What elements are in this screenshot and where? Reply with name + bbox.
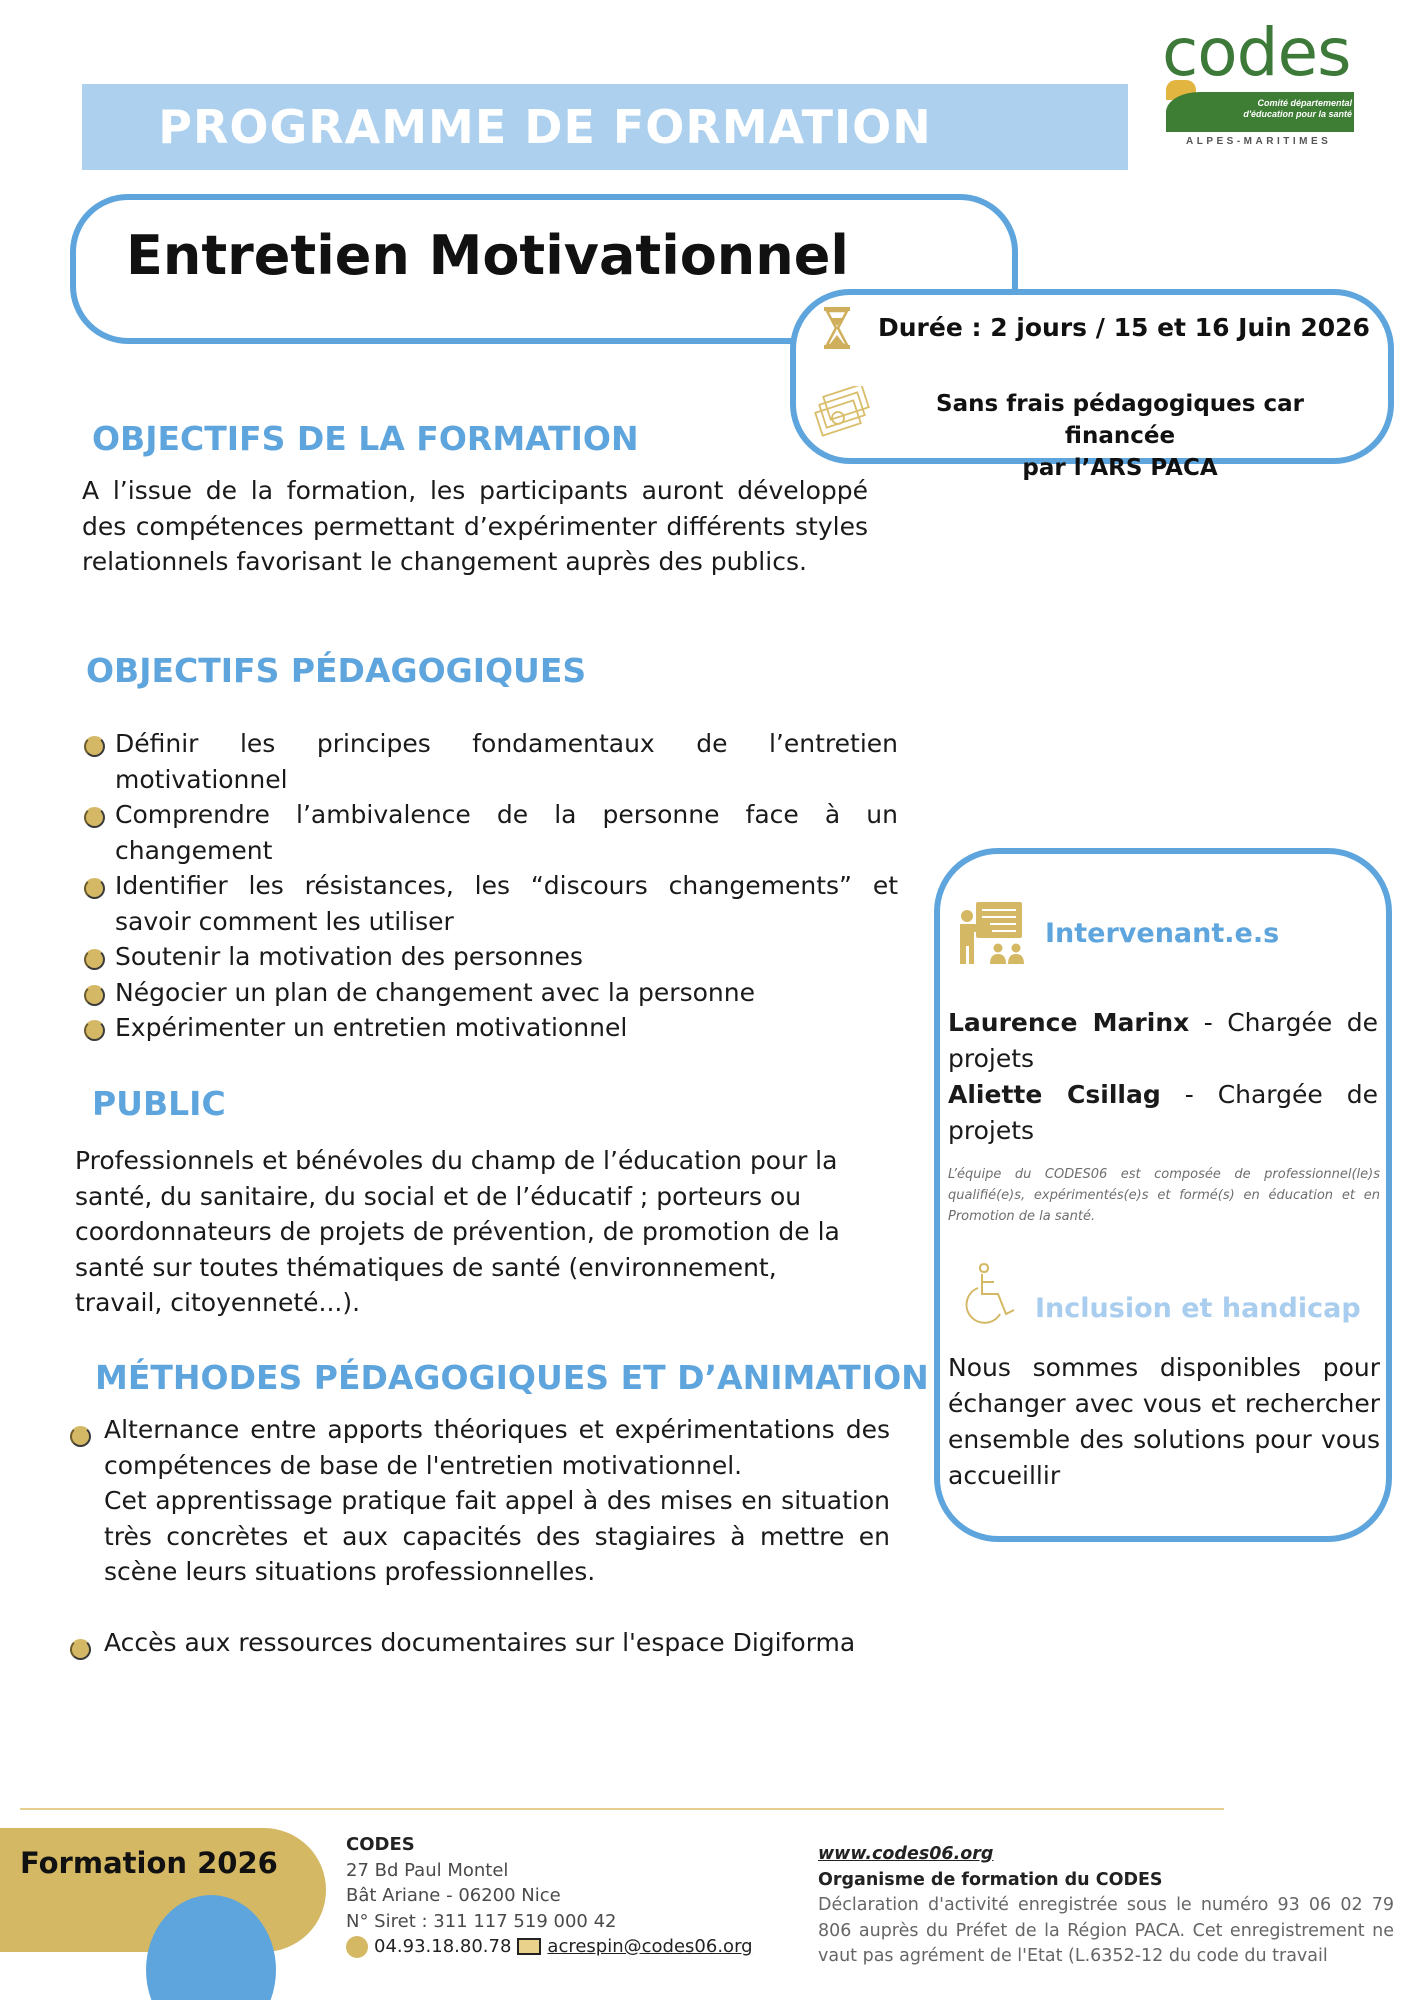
teacher-presentation-icon xyxy=(956,900,1026,966)
person-row xyxy=(948,1077,1378,1149)
footer-address-line2: Bât Ariane - 06200 Nice xyxy=(346,1885,561,1906)
cost-text xyxy=(880,388,1360,484)
bullet-icon xyxy=(84,985,105,1006)
list-item xyxy=(68,1625,890,1661)
methodes-item-1-detail: Cet apprentissage pratique fait appel à des mises en situation très concrètes et aux capacités des stagiaires à mettre en scène leurs situations professionnelles. xyxy=(104,1486,890,1586)
heading-objectifs-formation: OBJECTIFS DE LA FORMATION xyxy=(92,419,639,458)
list-item-text: Identifier les résistances, les “discours changements” et savoir comment les utiliser xyxy=(115,871,898,936)
footer-siret: N° Siret : 311 117 519 000 42 xyxy=(346,1910,617,1932)
list-item-text: Définir les principes fondamentaux de l’entretien motivationnel xyxy=(115,729,898,794)
logo-department: ALPES-MARITIMES xyxy=(1186,136,1332,147)
mail-icon xyxy=(517,1938,541,1955)
footer-email-link[interactable]: acrespin@codes06.org xyxy=(547,1936,753,1957)
methodes-item-1-text: Alternance entre apports théoriques et expérimentations des compétences de base de l'entretien motivationnel. xyxy=(104,1415,890,1480)
person-name: Laurence Marinx xyxy=(948,1008,1190,1037)
cost-line1: Sans frais pédagogiques car financée xyxy=(936,391,1304,449)
header-banner xyxy=(82,84,1128,170)
person-row xyxy=(948,1005,1378,1077)
phone-icon xyxy=(346,1936,368,1958)
objectifs-pedagogiques-list xyxy=(82,726,898,1046)
codes-logo xyxy=(1162,14,1362,152)
wheelchair-icon xyxy=(964,1262,1020,1326)
logo-subtitle-line1: Comité départemental xyxy=(1257,98,1352,108)
team-note: L’équipe du CODES06 est composée de professionnel(le)s qualifié(e)s, expérimentés(e)s et formé(s) en éducation et en Promotion de la santé. xyxy=(948,1167,1380,1224)
hourglass-icon xyxy=(822,306,852,350)
footer-legal xyxy=(818,1842,1394,1970)
list-item-text: Expérimenter un entretien motivationnel xyxy=(115,1013,628,1042)
list-item xyxy=(68,1412,890,1590)
inclusion-heading: Inclusion et handicap xyxy=(1035,1293,1361,1324)
footer-phone[interactable]: 04.93.18.80.78 xyxy=(374,1936,512,1957)
intervenants-heading: Intervenant.e.s xyxy=(1045,918,1280,949)
footer-contact-row xyxy=(346,1934,753,1960)
list-item xyxy=(82,939,898,975)
money-bills-icon xyxy=(812,386,874,438)
bullet-icon xyxy=(84,736,105,757)
list-item-text: Négocier un plan de changement avec la personne xyxy=(115,977,755,1007)
page-title: Entretien Motivationnel xyxy=(126,224,849,287)
methodes-list xyxy=(68,1412,890,1660)
footer-org: CODES xyxy=(346,1834,415,1855)
list-item xyxy=(82,797,898,868)
bullet-icon xyxy=(84,807,105,828)
heading-public: PUBLIC xyxy=(92,1084,226,1123)
bullet-icon xyxy=(84,878,105,899)
heading-methodes: MÉTHODES PÉDAGOGIQUES ET D’ANIMATION xyxy=(95,1358,929,1397)
inclusion-text: Nous sommes disponibles pour échanger avec vous et rechercher ensemble des solutions pour vous accueillir xyxy=(948,1353,1380,1490)
website-link[interactable]: www.codes06.org xyxy=(818,1844,994,1864)
person-name: Aliette Csillag xyxy=(948,1080,1161,1109)
logo-subtitle xyxy=(1243,98,1352,120)
methodes-item-2-text: Accès aux ressources documentaires sur l'espace Digiforma xyxy=(104,1627,856,1657)
objectifs-formation-text: A l’issue de la formation, les participants auront développé des compétences permettant d’expérimenter différents styles relationnels favorisant le changement auprès des publics. xyxy=(82,476,868,576)
person-role: - Chargée de projets xyxy=(948,1080,1378,1145)
intervenants-list xyxy=(948,1005,1378,1149)
logo-wordmark: codes xyxy=(1162,14,1351,91)
cost-line2: par l’ARS PACA xyxy=(1022,455,1218,481)
footer-address-line1: 27 Bd Paul Montel xyxy=(346,1859,509,1881)
list-item xyxy=(82,975,898,1011)
banner-title: PROGRAMME DE FORMATION xyxy=(158,100,932,154)
list-item xyxy=(82,726,898,797)
bullet-icon xyxy=(84,1020,105,1041)
bullet-icon xyxy=(70,1639,91,1660)
formation-year-label: Formation 2026 xyxy=(20,1846,278,1880)
list-item-text: Comprendre l’ambivalence de la personne face à un changement xyxy=(115,800,898,865)
declaration-text: Déclaration d'activité enregistrée sous le numéro 93 06 02 79 806 auprès du Préfet de la Région PACA. Cet enregistrement ne vaut pas agrément de l'Etat (L.6352-12 du code du travail xyxy=(818,1895,1394,1966)
list-item xyxy=(82,1010,898,1046)
bullet-icon xyxy=(84,949,105,970)
person-role: - Chargée de projets xyxy=(948,1008,1378,1073)
bullet-icon xyxy=(70,1426,91,1447)
list-item xyxy=(82,868,898,939)
footer-address xyxy=(346,1832,753,1960)
logo-subtitle-line2: d'éducation pour la santé xyxy=(1243,109,1352,119)
footer-divider xyxy=(20,1808,1224,1810)
heading-objectifs-pedagogiques: OBJECTIFS PÉDAGOGIQUES xyxy=(86,651,587,690)
public-text: Professionnels et bénévoles du champ de l’éducation pour la santé, du sanitaire, du social et de l’éducatif ; porteurs ou coordonnateurs de projets de prévention, de promotion de la santé sur toutes thématiques de santé (environnement, travail, citoyenneté...). xyxy=(75,1146,840,1317)
organism-label: Organisme de formation du CODES xyxy=(818,1869,1163,1890)
list-item-text: Soutenir la motivation des personnes xyxy=(115,942,583,971)
duration-text: Durée : 2 jours / 15 et 16 Juin 2026 xyxy=(878,313,1370,342)
